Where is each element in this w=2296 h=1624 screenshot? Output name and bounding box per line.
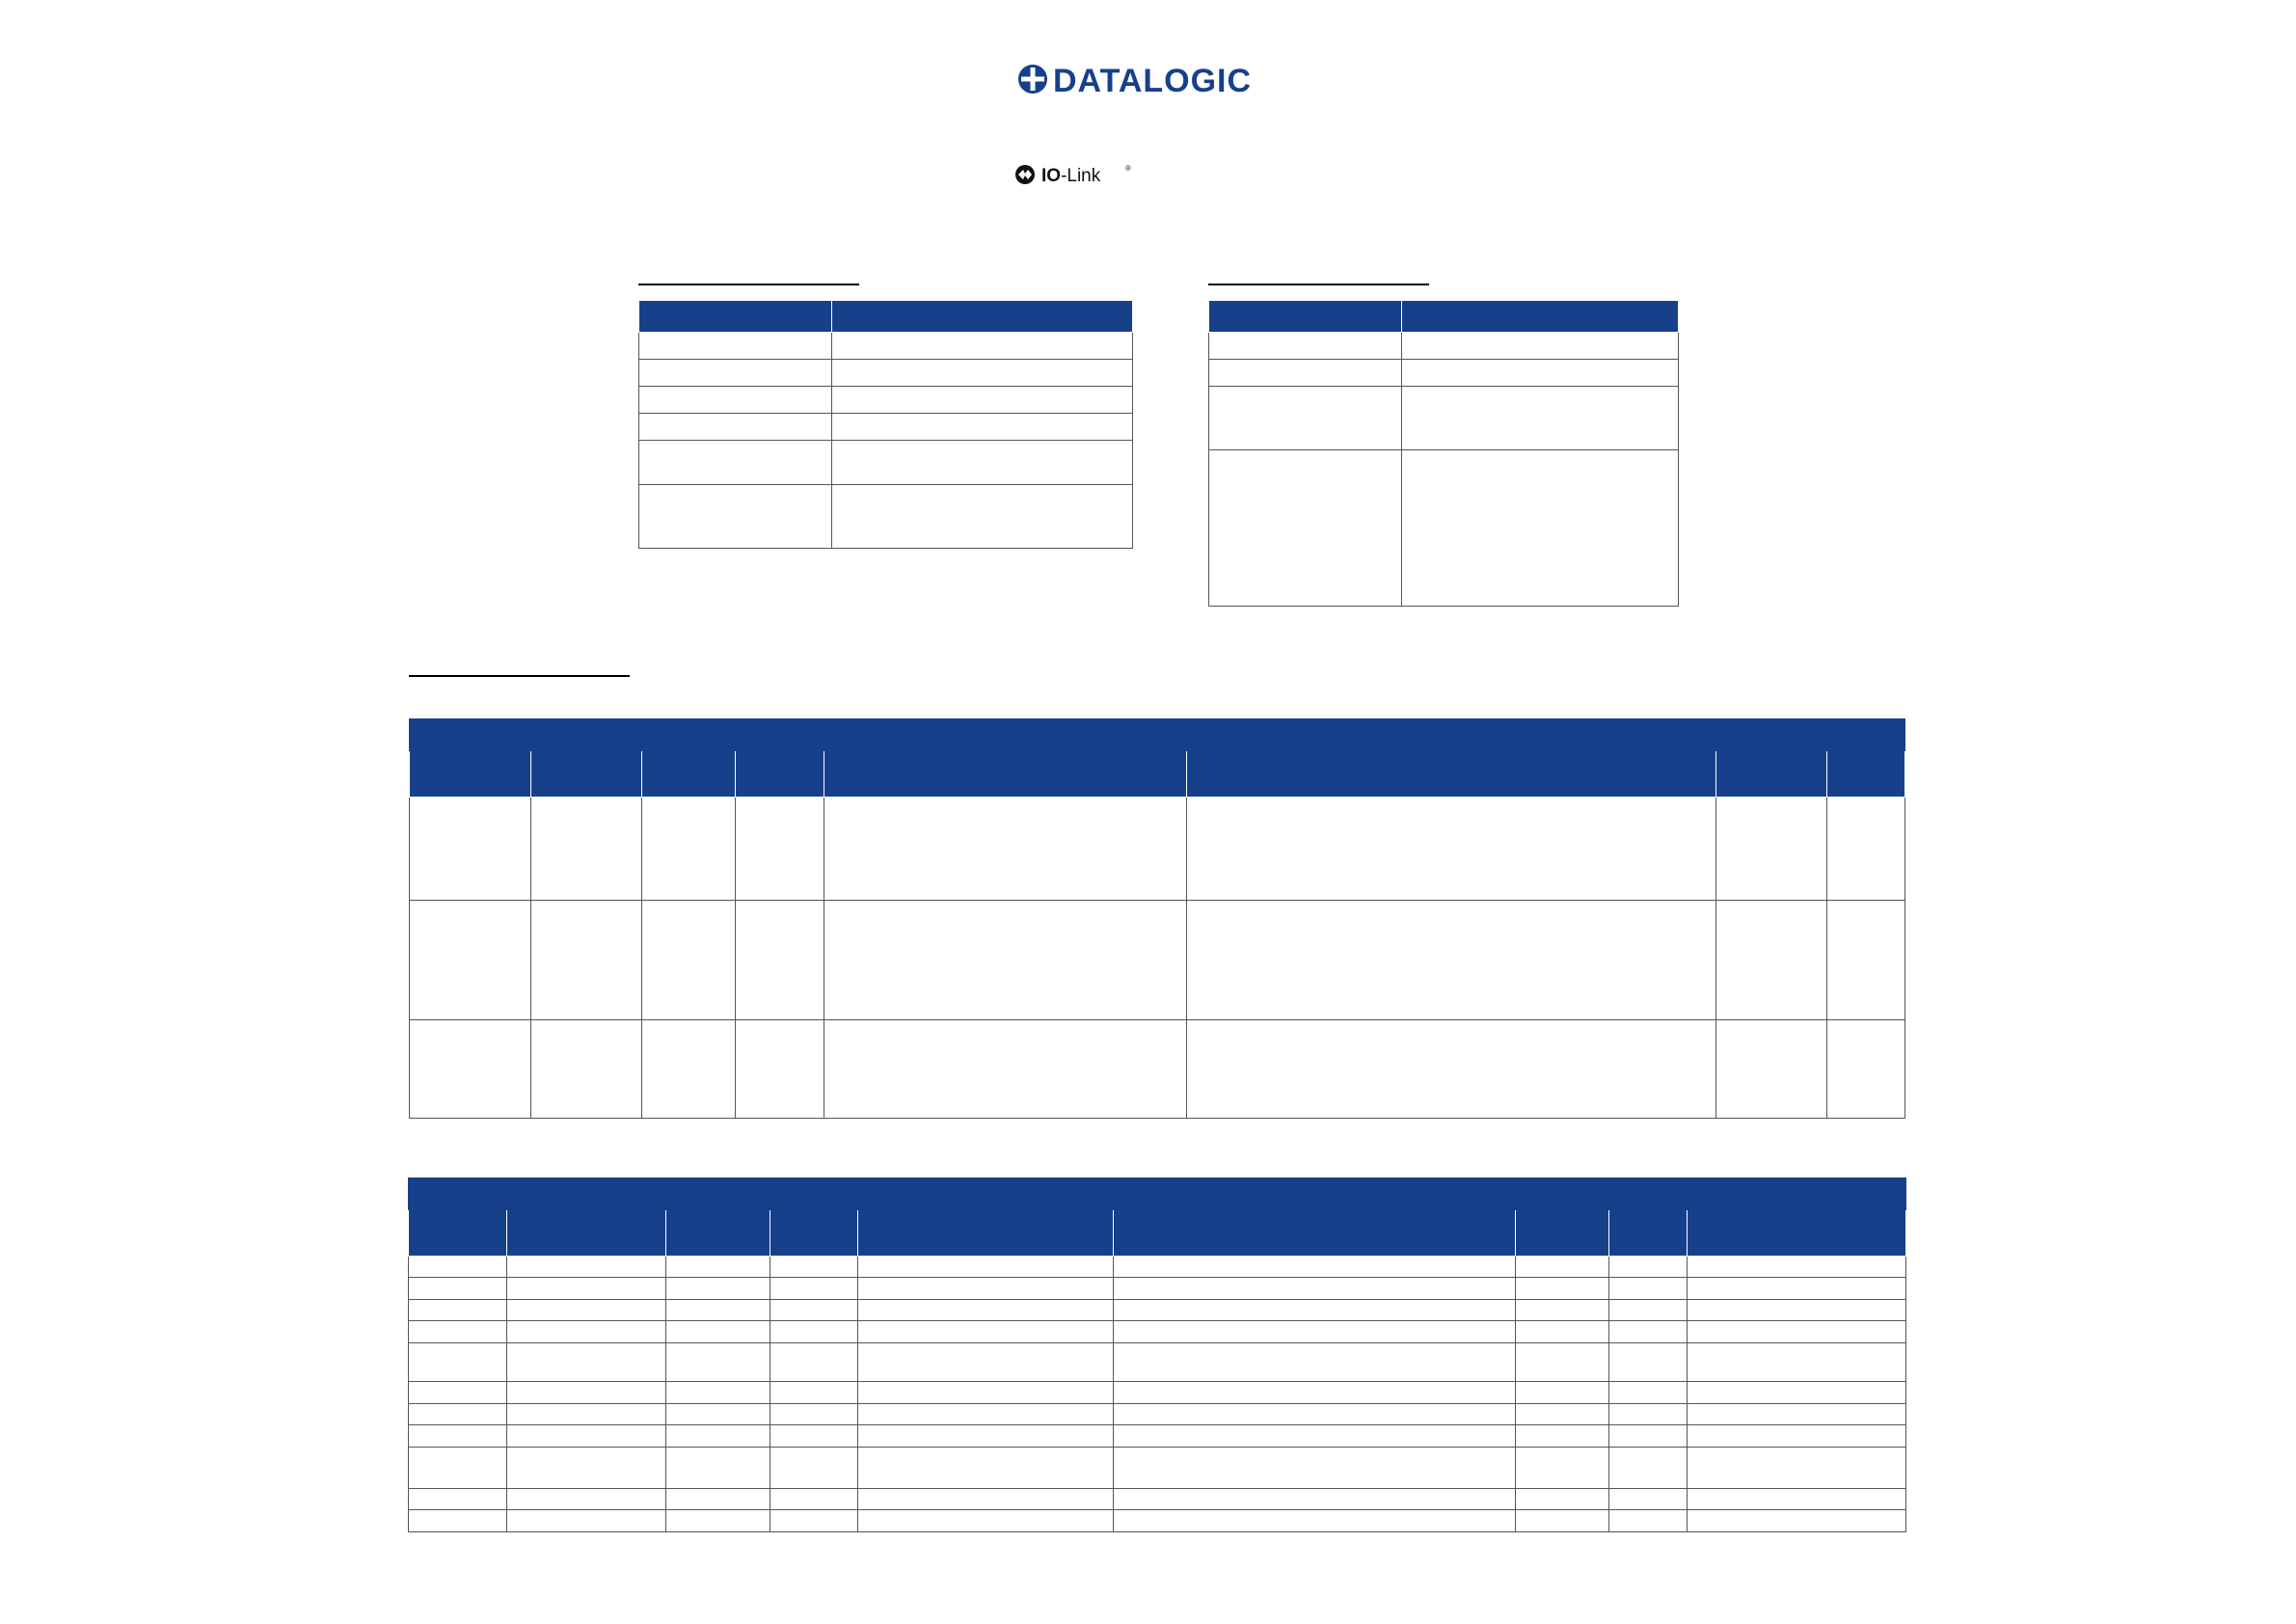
table-cell: [770, 1300, 858, 1321]
table-cell: [410, 1020, 531, 1119]
table-cell: [1114, 1489, 1516, 1510]
table-cell: [410, 901, 531, 1020]
table-cell: [1114, 1278, 1516, 1300]
table-cell: [1209, 333, 1402, 360]
table-cell: [770, 1404, 858, 1425]
table-cell: [1114, 1425, 1516, 1448]
table-cell: [1114, 1404, 1516, 1425]
table-cell: [639, 360, 832, 387]
table-row: [409, 1510, 1906, 1532]
table-cell: [642, 798, 736, 901]
table-cell: [1187, 901, 1716, 1020]
table-row: [639, 414, 1133, 441]
table-cell: [1114, 1382, 1516, 1404]
table-cell: [639, 333, 832, 360]
table-cell: [770, 1425, 858, 1448]
table-header-cell: [1716, 751, 1827, 798]
table-header-cell: [1114, 1210, 1516, 1257]
table-row: [409, 1343, 1906, 1382]
table-cell: [1609, 1300, 1688, 1321]
table-cell: [770, 1257, 858, 1278]
table-cell: [409, 1510, 507, 1532]
table-cell: [409, 1425, 507, 1448]
table-cell: [858, 1382, 1114, 1404]
table-cell: [507, 1425, 666, 1448]
table-cell: [1516, 1321, 1609, 1343]
table-cell: [832, 333, 1133, 360]
table-cell: [507, 1257, 666, 1278]
table-cell: [409, 1257, 507, 1278]
table-cell: [1209, 450, 1402, 607]
table-row: [409, 1404, 1906, 1425]
table-cell: [1609, 1489, 1688, 1510]
table-cell: [1688, 1321, 1906, 1343]
table-cell: [639, 441, 832, 485]
table-cell: [1716, 1020, 1827, 1119]
table-cell: [832, 441, 1133, 485]
table-header-cell: [824, 751, 1187, 798]
table-cell: [666, 1321, 770, 1343]
table-cell: [1114, 1321, 1516, 1343]
table-cell: [666, 1425, 770, 1448]
table-cell: [770, 1382, 858, 1404]
table-cell: [507, 1382, 666, 1404]
table-header-cell: [507, 1210, 666, 1257]
table-row: [639, 485, 1133, 549]
table-cell: [1516, 1510, 1609, 1532]
section-heading-rule-info: [1208, 284, 1429, 285]
table-cell: [666, 1448, 770, 1489]
table-row: [1209, 333, 1679, 360]
table-cell: [1516, 1404, 1609, 1425]
table-cell: [666, 1257, 770, 1278]
table-cell: [1402, 450, 1679, 607]
table-cell: [1688, 1510, 1906, 1532]
table-header-cell: [1187, 751, 1716, 798]
table-cell: [1827, 798, 1905, 901]
table-cell: [507, 1404, 666, 1425]
table-cell: [858, 1257, 1114, 1278]
table-row: [639, 360, 1133, 387]
table-cell: [666, 1489, 770, 1510]
table-cell: [1209, 360, 1402, 387]
table-cell: [1716, 798, 1827, 901]
table-cell: [1187, 1020, 1716, 1119]
section-heading-rule-identification: [638, 284, 859, 285]
table-cell: [1402, 387, 1679, 450]
table-row: [410, 1020, 1905, 1119]
table-row: [409, 1257, 1906, 1278]
table-cell: [531, 901, 642, 1020]
table-cell: [531, 1020, 642, 1119]
table-cell: [1827, 1020, 1905, 1119]
table-cell: [1516, 1382, 1609, 1404]
table-header-cell: [1688, 1210, 1906, 1257]
table-cell: [1516, 1278, 1609, 1300]
table-cell: [531, 798, 642, 901]
process-data-table: [409, 718, 1905, 1119]
table-row: [410, 798, 1905, 901]
table-cell: [832, 414, 1133, 441]
table-cell: [770, 1489, 858, 1510]
table-header-cell: [1609, 1210, 1688, 1257]
table-cell: [1609, 1321, 1688, 1343]
table-header-row: [1209, 301, 1679, 333]
table-cell: [858, 1321, 1114, 1343]
table-header-cell: [531, 751, 642, 798]
table-header-cell: [858, 1210, 1114, 1257]
table-cell: [1516, 1489, 1609, 1510]
table-header-row: [409, 1210, 1906, 1257]
table-header-row: [410, 751, 1905, 798]
table-cell: [1516, 1425, 1609, 1448]
table-cell: [410, 798, 531, 901]
table-cell: [507, 1448, 666, 1489]
table-cell: [1402, 360, 1679, 387]
table-cell: [1609, 1278, 1688, 1300]
table-cell: [1187, 798, 1716, 901]
table-title-band: [409, 1178, 1906, 1210]
io-link-logo: [1014, 162, 1135, 187]
table-cell: [1516, 1300, 1609, 1321]
table-row: [639, 333, 1133, 360]
table-cell: [1609, 1382, 1688, 1404]
io-link-logo-wordmark: IO-Link: [1041, 166, 1101, 186]
table-cell: [858, 1343, 1114, 1382]
table-cell: [858, 1278, 1114, 1300]
table-cell: [1688, 1300, 1906, 1321]
table-header-cell: [666, 1210, 770, 1257]
table-cell: [1114, 1300, 1516, 1321]
table-header-cell: [1402, 301, 1679, 333]
table-cell: [770, 1510, 858, 1532]
table-cell: [666, 1404, 770, 1425]
table-cell: [1609, 1425, 1688, 1448]
table-header-cell: [1827, 751, 1905, 798]
table-cell: [1114, 1510, 1516, 1532]
table-cell: [824, 798, 1187, 901]
table-row: [639, 387, 1133, 414]
table-cell: [832, 360, 1133, 387]
datalogic-logo-wordmark: DATALOGIC: [1053, 63, 1253, 98]
table-cell: [858, 1404, 1114, 1425]
table-cell: [1516, 1343, 1609, 1382]
table-row: [409, 1382, 1906, 1404]
table-title-band-cell: [410, 719, 1905, 751]
table-cell: [1827, 901, 1905, 1020]
table-cell: [507, 1343, 666, 1382]
table-cell: [858, 1300, 1114, 1321]
table-cell: [642, 1020, 736, 1119]
table-row: [1209, 360, 1679, 387]
table-cell: [666, 1382, 770, 1404]
table-cell: [736, 1020, 824, 1119]
identification-table: [638, 300, 1133, 549]
table-cell: [1609, 1448, 1688, 1489]
table-cell: [409, 1382, 507, 1404]
table-cell: [666, 1343, 770, 1382]
io-link-logo-registered: ®: [1125, 164, 1131, 173]
table-cell: [824, 901, 1187, 1020]
table-row: [409, 1448, 1906, 1489]
table-cell: [832, 387, 1133, 414]
table-cell: [1716, 901, 1827, 1020]
table-header-row: [639, 301, 1133, 333]
table-header-cell: [770, 1210, 858, 1257]
table-cell: [858, 1448, 1114, 1489]
table-cell: [666, 1300, 770, 1321]
table-cell: [409, 1321, 507, 1343]
table-cell: [1609, 1257, 1688, 1278]
table-row: [409, 1321, 1906, 1343]
table-header-cell: [1209, 301, 1402, 333]
table-cell: [1114, 1448, 1516, 1489]
table-cell: [736, 901, 824, 1020]
table-cell: [1516, 1257, 1609, 1278]
table-cell: [409, 1404, 507, 1425]
table-cell: [1688, 1278, 1906, 1300]
table-title-band: [410, 719, 1905, 751]
table-header-cell: [832, 301, 1133, 333]
table-cell: [770, 1343, 858, 1382]
table-cell: [409, 1343, 507, 1382]
info-table: [1208, 300, 1679, 607]
table-cell: [507, 1489, 666, 1510]
table-header-cell: [639, 301, 832, 333]
table-cell: [507, 1321, 666, 1343]
table-cell: [858, 1425, 1114, 1448]
table-cell: [507, 1300, 666, 1321]
table-cell: [409, 1300, 507, 1321]
table-row: [410, 901, 1905, 1020]
table-cell: [409, 1278, 507, 1300]
table-row: [409, 1278, 1906, 1300]
table-cell: [1609, 1343, 1688, 1382]
table-cell: [666, 1510, 770, 1532]
table-cell: [1114, 1343, 1516, 1382]
table-cell: [1516, 1448, 1609, 1489]
table-cell: [642, 901, 736, 1020]
table-header-cell: [1516, 1210, 1609, 1257]
table-header-cell: [736, 751, 824, 798]
table-cell: [1688, 1448, 1906, 1489]
table-cell: [639, 485, 832, 549]
table-cell: [770, 1321, 858, 1343]
table-cell: [770, 1278, 858, 1300]
table-cell: [639, 387, 832, 414]
table-cell: [507, 1510, 666, 1532]
table-cell: [666, 1278, 770, 1300]
table-row: [409, 1489, 1906, 1510]
table-cell: [1688, 1404, 1906, 1425]
table-title-band-cell: [409, 1178, 1906, 1210]
table-cell: [1114, 1257, 1516, 1278]
table-cell: [1688, 1382, 1906, 1404]
table-cell: [858, 1489, 1114, 1510]
table-row: [409, 1300, 1906, 1321]
table-header-cell: [642, 751, 736, 798]
table-cell: [639, 414, 832, 441]
table-cell: [1209, 387, 1402, 450]
table-cell: [1688, 1425, 1906, 1448]
datalogic-logo: [1016, 60, 1282, 98]
table-cell: [1609, 1510, 1688, 1532]
table-cell: [858, 1510, 1114, 1532]
table-cell: [824, 1020, 1187, 1119]
table-cell: [409, 1489, 507, 1510]
table-row: [1209, 387, 1679, 450]
table-cell: [1402, 333, 1679, 360]
table-cell: [1688, 1343, 1906, 1382]
table-row: [1209, 450, 1679, 607]
table-cell: [1609, 1404, 1688, 1425]
table-cell: [409, 1448, 507, 1489]
table-cell: [1688, 1257, 1906, 1278]
parameter-table: [408, 1177, 1906, 1532]
table-row: [639, 441, 1133, 485]
table-cell: [770, 1448, 858, 1489]
table-cell: [832, 485, 1133, 549]
section-heading-rule-process-data: [409, 675, 630, 677]
table-cell: [507, 1278, 666, 1300]
table-header-cell: [409, 1210, 507, 1257]
table-row: [409, 1425, 1906, 1448]
table-cell: [736, 798, 824, 901]
table-header-cell: [410, 751, 531, 798]
table-cell: [1688, 1489, 1906, 1510]
